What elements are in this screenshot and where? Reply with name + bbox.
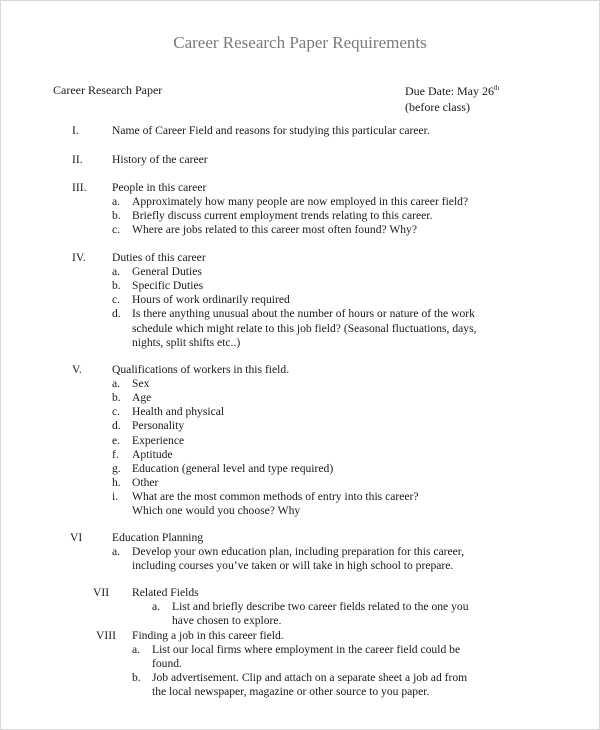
item-text: List and briefly describe two career fields related to the one you (172, 600, 469, 614)
item-text: General Duties (132, 265, 202, 279)
item-letter: b. (112, 279, 121, 293)
section-heading: Related Fields (132, 586, 199, 599)
item-letter: b. (112, 209, 121, 223)
item-text: Specific Duties (132, 279, 204, 293)
item-letter: b. (132, 671, 141, 685)
paper-label: Career Research Paper (53, 83, 163, 97)
item-letter: a. (112, 195, 121, 209)
item-text: found. (152, 657, 182, 671)
item-text: Job advertisement. Clip and attach on a separate sheet a job ad from (152, 671, 468, 685)
section-heading: Education Planning (112, 531, 204, 544)
due-date-suffix: th (493, 84, 500, 92)
item-text: schedule which might relate to this job field? (Seasonal fluctuations, days, (132, 321, 477, 335)
item-letter: c. (112, 223, 121, 237)
item-text: Education (general level and type required) (132, 461, 334, 475)
item-letter: d. (112, 307, 121, 321)
item-letter: c. (112, 405, 121, 419)
item-text: Other (132, 475, 159, 489)
item-letter: g. (112, 461, 121, 475)
section-heading: History of the career (112, 153, 208, 166)
item-text: Hours of work ordinarily required (132, 293, 290, 307)
item-text: nights, split shifts etc..) (132, 335, 241, 349)
section-numeral: IV. (72, 251, 86, 264)
item-text: Aptitude (132, 447, 173, 461)
item-text: List our local firms where employment in the career field could be (152, 643, 461, 657)
item-letter: e. (112, 433, 121, 447)
item-letter: c. (112, 293, 121, 307)
item-text: Which one would you choose? Why (132, 504, 301, 517)
item-text: Is there anything unusual about the number of hours or nature of the work (132, 307, 475, 321)
item-text: Briefly discuss current employment trends relating to this career. (132, 209, 433, 223)
item-text: Experience (132, 433, 185, 447)
item-text: Where are jobs related to this career most often found? Why? (132, 223, 418, 237)
item-text: have chosen to explore. (172, 614, 282, 628)
item-letter: a. (112, 377, 121, 391)
item-text: Age (132, 391, 152, 405)
item-letter: b. (112, 391, 121, 405)
section-numeral: I. (72, 124, 79, 137)
section-heading: Name of Career Field and reasons for studying this particular career. (112, 124, 430, 137)
item-text: Health and physical (132, 405, 225, 419)
section-numeral: VIII (96, 629, 116, 642)
section-numeral: II. (72, 153, 83, 166)
item-letter: a. (112, 545, 121, 559)
due-date-block (405, 80, 499, 115)
item-text: Personality (132, 419, 185, 433)
section-numeral: VI (70, 531, 83, 544)
item-text: Develop your own education plan, including preparation for this career, (132, 545, 465, 559)
item-letter: a. (132, 643, 141, 657)
section-heading: Finding a job in this career field. (132, 629, 284, 642)
due-date-note: (before class) (405, 100, 470, 114)
item-letter: a. (112, 265, 121, 279)
due-date-text: Due Date: May 26 (405, 84, 494, 98)
section-numeral: V. (72, 363, 82, 376)
item-text: Approximately how many people are now employed in this career field? (132, 195, 469, 209)
document-title: Career Research Paper Requirements (173, 33, 427, 52)
item-text: Sex (132, 377, 150, 391)
due-date (405, 80, 499, 99)
item-text: including courses you’ve taken or will take in high school to prepare. (132, 559, 454, 573)
item-letter: i. (112, 489, 119, 503)
item-letter: h. (112, 475, 121, 489)
section-heading: Duties of this career (112, 251, 206, 264)
item-text: the local newspaper, magazine or other source to you paper. (152, 685, 430, 699)
section-numeral: III. (72, 181, 87, 194)
section-heading: People in this career (112, 181, 207, 194)
item-letter: f. (112, 447, 119, 461)
section-heading: Qualifications of workers in this field. (112, 363, 290, 376)
section-numeral: VII (93, 586, 110, 599)
item-letter: a. (152, 600, 161, 614)
item-text: What are the most common methods of entry into this career? (132, 489, 419, 503)
item-letter: d. (112, 419, 121, 433)
